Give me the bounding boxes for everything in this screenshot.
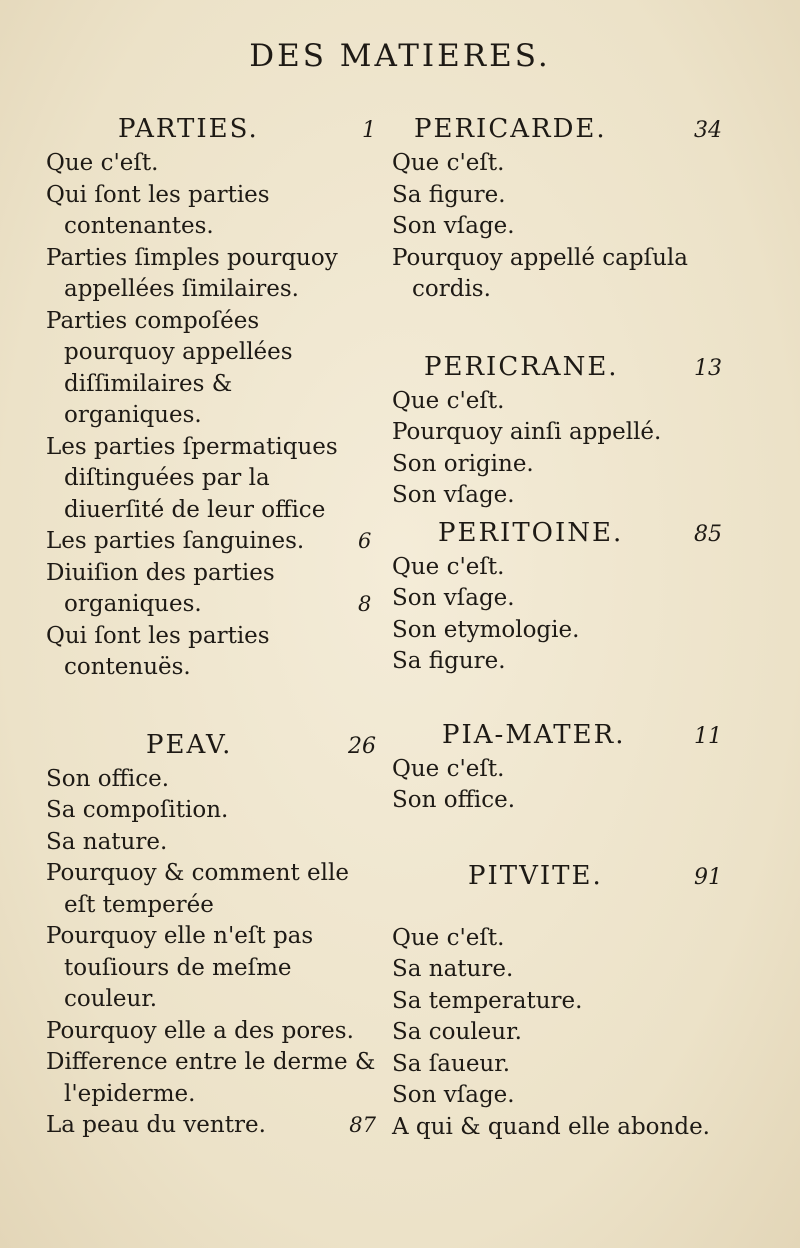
list-item: Pourquoy ainſi appellé. (392, 419, 662, 445)
list-item: Parties ſimples pourquoy appellées ſimilaires. (46, 244, 338, 302)
list-item: Difference entre le derme & l'epiderme. (46, 1049, 376, 1107)
index-entry (392, 718, 722, 817)
list-item: Pourquoy appellé capſula cordis. (392, 244, 689, 302)
list-item: Pourquoy & comment elle eſt temperée (46, 860, 349, 918)
entry-heading (392, 112, 722, 148)
list-item: Qui ſont les parties contenantes. (46, 181, 270, 239)
list-item: Sa couleur. (392, 1019, 522, 1045)
heading-page: 34 (694, 118, 722, 143)
list-item: Sa nature. (392, 956, 514, 982)
list-item: Que c'eſt. (392, 387, 505, 414)
heading-page: 85 (694, 521, 722, 547)
list-item: 87 La peau du ventre. (46, 1110, 376, 1142)
list-item: Son origine. (392, 450, 534, 477)
heading-title: PIA-MATER. (442, 719, 626, 750)
index-entry (46, 112, 376, 684)
heading-title: PARTIES. (118, 114, 259, 144)
list-item: Sa compoſition. (46, 797, 229, 823)
list-item: Que c'eſt. (392, 553, 505, 580)
index-entry (392, 350, 722, 512)
heading-page: 13 (694, 355, 722, 381)
heading-title: PERITOINE. (438, 517, 624, 548)
right-column (392, 112, 722, 1183)
item-page: 87 (349, 1113, 376, 1137)
left-column (46, 112, 376, 1182)
index-entry (392, 112, 722, 306)
list-item: Sa figure. (392, 648, 506, 674)
index-entry (392, 859, 722, 1144)
list-item: Que c'eſt. (392, 755, 505, 782)
list-item: A qui & quand elle abonde. (392, 1113, 710, 1140)
list-item: Qui ſont les parties contenuës. (46, 622, 270, 680)
list-item: Pourquoy elle n'eſt pas touſiours de meſme couleur. (46, 923, 314, 1012)
list-item: Que c'eſt. (46, 150, 159, 176)
index-entry (392, 516, 722, 678)
list-item: Son vſage. (392, 482, 515, 508)
list-item: Les parties ſpermatiques diſtinguées par la diuerſité de leur office (46, 433, 338, 523)
heading-page: 1 (362, 118, 376, 143)
list-item: Son vſage. (392, 213, 515, 239)
entry-heading (392, 859, 722, 895)
heading-title: PERICARDE. (414, 114, 607, 144)
list-item: Son etymologie. (392, 616, 580, 643)
list-item: Sa nature. (46, 828, 168, 855)
list-item: Son vſage. (392, 585, 515, 611)
list-item: Sa figure. (392, 181, 506, 208)
list-item: Que c'eſt. (392, 924, 505, 951)
list-item: Son vſage. (392, 1082, 515, 1108)
list-item: 8 Diuiſion des parties organiques. (46, 559, 372, 617)
list-item: Sa ſaueur. (392, 1050, 511, 1077)
heading-title: PITVITE. (468, 860, 603, 891)
list-item: Sa temperature. (392, 987, 583, 1014)
list-item: Pourquoy elle a des pores. (46, 1017, 354, 1044)
heading-title: PEAV. (146, 729, 233, 760)
entry-heading (46, 728, 376, 764)
list-item: Parties compoſées pourquoy appellées diſſimilaires & organiques. (46, 307, 293, 428)
heading-title: PERICRANE. (424, 351, 619, 382)
list-item: Son office. (392, 787, 516, 813)
entry-heading (392, 350, 722, 386)
list-item: Son office. (46, 765, 170, 792)
entry-heading (46, 112, 376, 148)
entry-heading (392, 516, 722, 552)
page-header: DES MATIERES. (249, 38, 551, 74)
entry-heading (392, 718, 722, 754)
heading-page: 91 (694, 864, 722, 890)
list-item: 6 Les parties ſanguines. (46, 528, 372, 554)
heading-page: 26 (348, 733, 376, 759)
heading-page: 11 (694, 723, 722, 749)
list-item: Que c'eſt. (392, 150, 505, 176)
index-entry (46, 728, 376, 1142)
